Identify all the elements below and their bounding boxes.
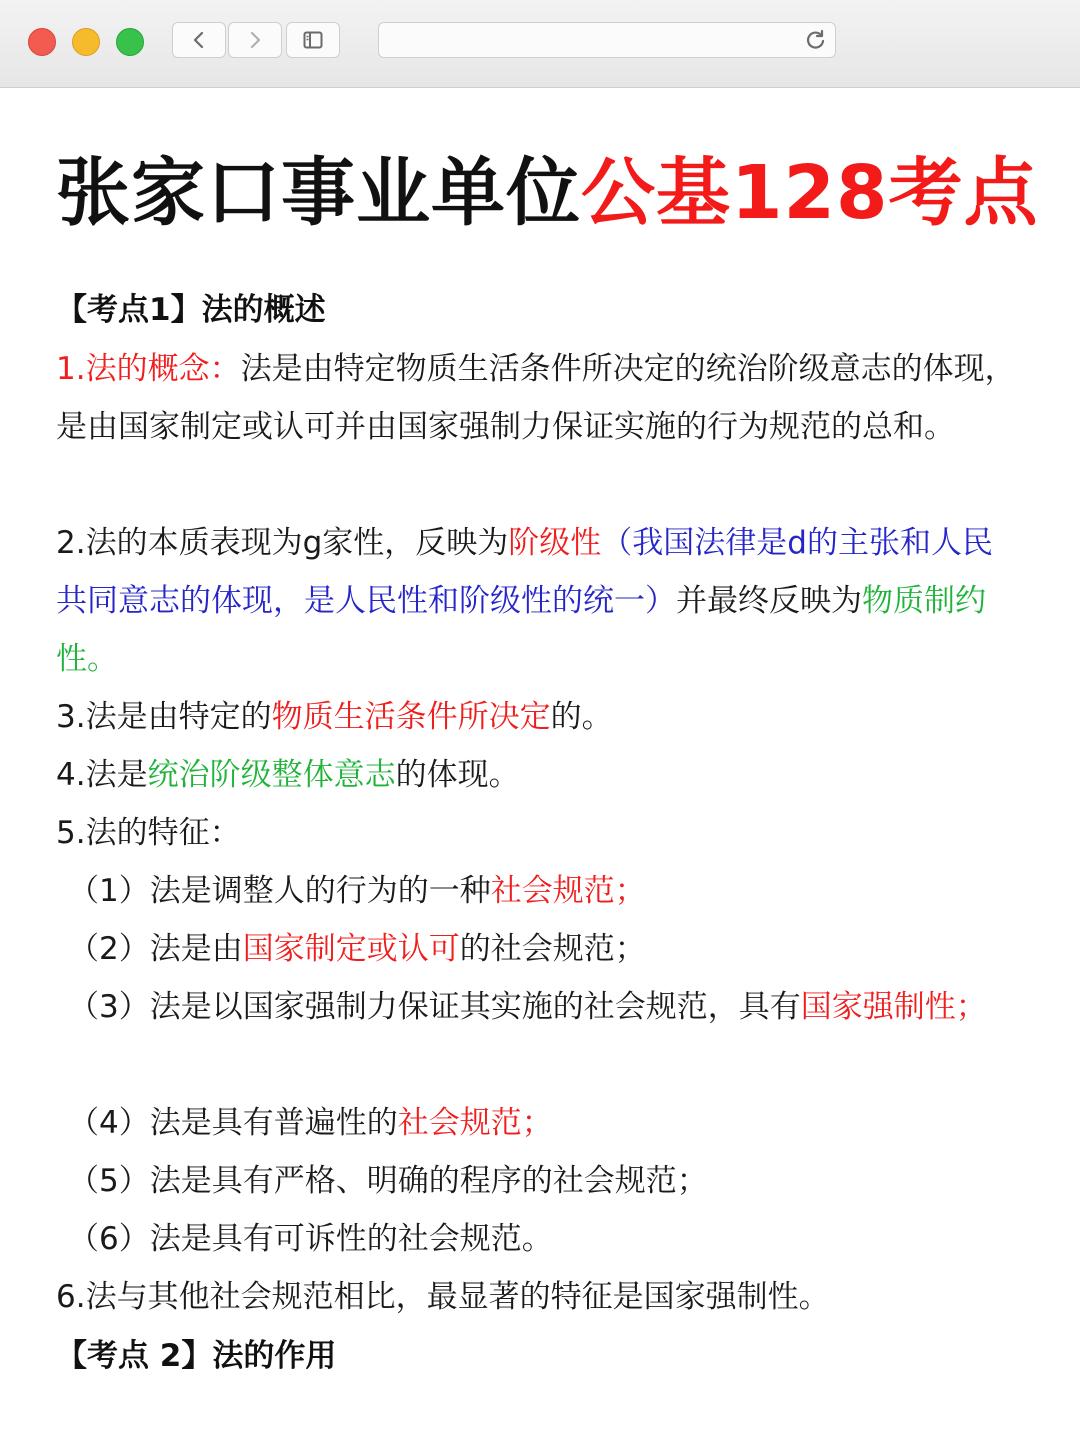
point-3-highlight: 物质生活条件所决定 bbox=[271, 699, 551, 735]
feature-5 bbox=[56, 1152, 1028, 1210]
feature-3-highlight: 国家强制性； bbox=[800, 989, 987, 1025]
feature-5-text: （5）法是具有严格、明确的程序的社会规范； bbox=[68, 1163, 708, 1199]
feature-6 bbox=[56, 1210, 1028, 1268]
point-4-highlight: 统治阶级整体意志 bbox=[147, 757, 396, 793]
feature-3-text: （3）法是以国家强制力保证其实施的社会规范，具有 bbox=[68, 989, 801, 1025]
point-1 bbox=[56, 340, 1016, 456]
feature-2 bbox=[56, 920, 1028, 978]
feature-4-text: （4）法是具有普遍性的 bbox=[68, 1105, 398, 1141]
sidebar-icon bbox=[303, 31, 323, 49]
sidebar-button[interactable] bbox=[286, 22, 340, 58]
point-1-text: 法是由特定物质生活条件所决定的统治阶级意志的体现，是由国家制定或认可并由国家强制力保证实施的行为规范的总和。 bbox=[56, 351, 1016, 445]
point-2-highlight-blue: （我国法律是d的主张和人民共同意志的体现，是人民性和阶级性的统一） bbox=[56, 525, 993, 619]
point-2 bbox=[56, 514, 1016, 688]
point-1-label: 1.法的概念： bbox=[56, 351, 241, 387]
point-3 bbox=[56, 688, 1016, 746]
point-2-text: 2.法的本质表现为g家性，反映为 bbox=[56, 525, 509, 561]
point-5 bbox=[56, 804, 1016, 862]
point-5-text: 5.法的特征： bbox=[56, 815, 241, 851]
title-part-black: 张家口事业单位 bbox=[56, 150, 581, 236]
feature-2-text: （2）法是由 bbox=[68, 931, 243, 967]
address-bar[interactable] bbox=[378, 22, 836, 58]
point-4 bbox=[56, 746, 1016, 804]
point-6 bbox=[56, 1268, 1016, 1326]
point-6-text: 6.法与其他社会规范相比，最显著的特征是国家强制性。 bbox=[56, 1279, 830, 1315]
point-4-text: 4.法是 bbox=[56, 757, 148, 793]
section-heading-2: 【考点 2】法的作用 bbox=[56, 1338, 337, 1374]
browser-toolbar bbox=[0, 0, 1080, 88]
reload-icon[interactable] bbox=[803, 27, 829, 53]
zoom-window-button[interactable] bbox=[116, 28, 144, 56]
feature-6-text: （6）法是具有可诉性的社会规范。 bbox=[68, 1221, 553, 1257]
point-2-highlight-green: 物质制约性。 bbox=[56, 583, 986, 677]
feature-2-text-2: 的社会规范； bbox=[459, 931, 646, 967]
feature-3 bbox=[56, 978, 1016, 1036]
point-3-text: 3.法是由特定的 bbox=[56, 699, 272, 735]
minimize-window-button[interactable] bbox=[72, 28, 100, 56]
chevron-right-icon bbox=[248, 30, 262, 50]
point-3-text-2: 的。 bbox=[550, 699, 613, 735]
feature-2-highlight: 国家制定或认可 bbox=[242, 931, 460, 967]
section-heading-1: 【考点1】法的概述 bbox=[56, 292, 326, 328]
point-2-text-2: 并最终反映为 bbox=[676, 583, 862, 619]
feature-1-text: （1）法是调整人的行为的一种 bbox=[68, 873, 491, 909]
point-2-highlight-red: 阶级性 bbox=[508, 525, 602, 561]
back-button[interactable] bbox=[172, 22, 226, 58]
page-title bbox=[56, 148, 1038, 238]
feature-4 bbox=[56, 1094, 1028, 1152]
forward-button[interactable] bbox=[228, 22, 282, 58]
feature-1-highlight: 社会规范； bbox=[490, 873, 646, 909]
point-4-text-2: 的体现。 bbox=[395, 757, 520, 793]
chevron-left-icon bbox=[192, 30, 206, 50]
title-part-red: 公基128考点 bbox=[581, 150, 1039, 236]
feature-4-highlight: 社会规范； bbox=[397, 1105, 553, 1141]
close-window-button[interactable] bbox=[28, 28, 56, 56]
feature-1 bbox=[56, 862, 1028, 920]
